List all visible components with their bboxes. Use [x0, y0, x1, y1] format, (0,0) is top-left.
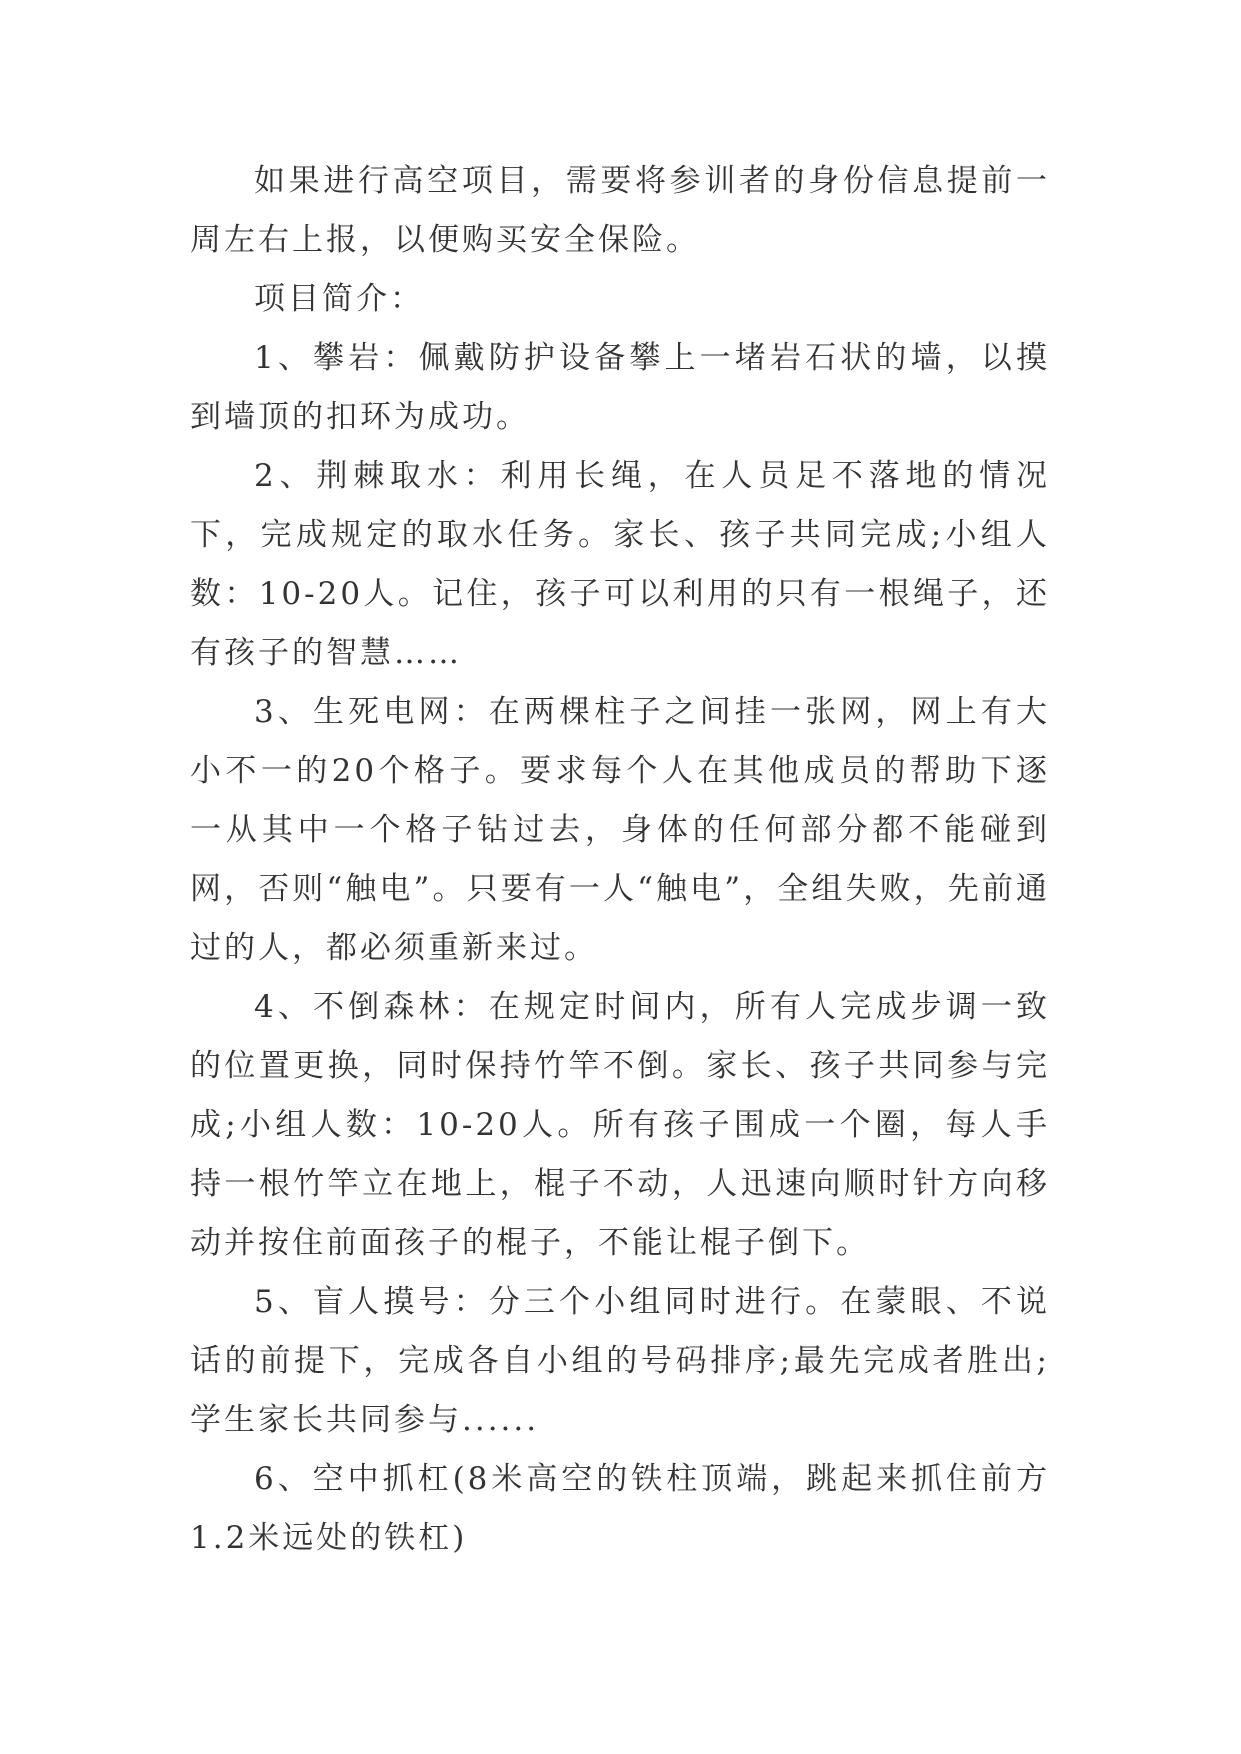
- paragraph-project-intro-heading: 项目简介：: [254, 281, 424, 317]
- paragraph-item-rock-climbing: 1、攀岩：佩戴防护设备攀上一堵岩石状的墙，以摸到墙顶的扣环为成功。: [190, 340, 1050, 435]
- paragraph-item-thorn-water: 2、荆棘取水：利用长绳，在人员足不落地的情况下，完成规定的取水任务。家长、孩子共同完成;小组人数：10-20人。记住，孩子可以利用的只有一根绳子，还有孩子的智慧……: [190, 458, 1050, 671]
- paragraph-item-blind-numbers: 5、盲人摸号：分三个小组同时进行。在蒙眼、不说话的前提下，完成各自小组的号码排序;最先完成者胜出;学生家长共同参与......: [190, 1284, 1050, 1438]
- paragraph-insurance-note: 如果进行高空项目，需要将参训者的身份信息提前一周左右上报，以便购买安全保险。: [190, 163, 1050, 258]
- document-body: [190, 152, 1050, 1568]
- paragraph-item-air-bar-grab: 6、空中抓杠(8米高空的铁柱顶端，跳起来抓住前方1.2米远处的铁杠): [190, 1461, 1050, 1556]
- paragraph-item-standing-forest: 4、不倒森林：在规定时间内，所有人完成步调一致的位置更换，同时保持竹竿不倒。家长、孩子共同参与完成;小组人数：10-20人。所有孩子围成一个圈，每人手持一根竹竿立在地上，棍子不动，人迅速向顺时针方向移动并按住前面孩子的棍子，不能让棍子倒下。: [190, 989, 1050, 1261]
- paragraph-item-electric-net: 3、生死电网：在两棵柱子之间挂一张网，网上有大小不一的20个格子。要求每个人在其他成员的帮助下逐一从其中一个格子钻过去，身体的任何部分都不能碰到网，否则“触电”。只要有一人“触电”，全组失败，先前通过的人，都必须重新来过。: [190, 694, 1050, 966]
